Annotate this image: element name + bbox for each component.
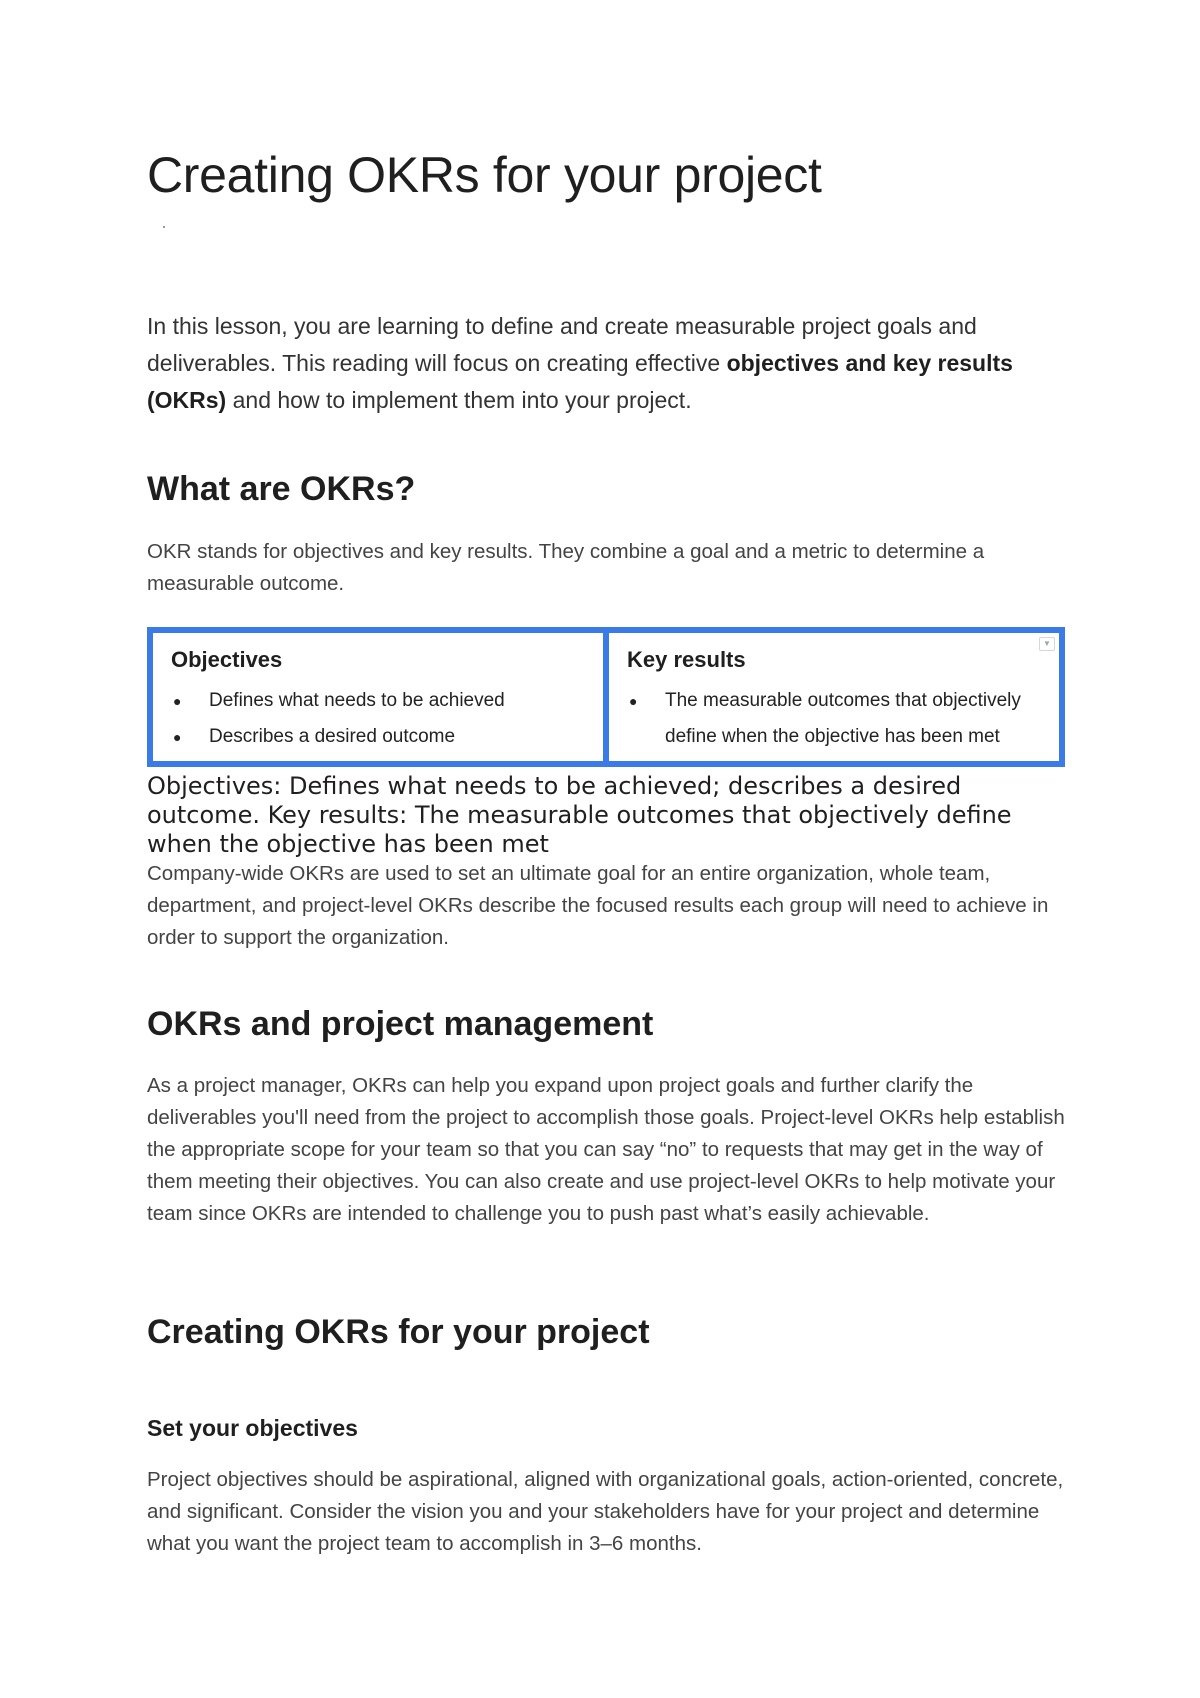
- image-alt-text: Objectives: Defines what needs to be achieved; describes a desired outcome. Key results: The measurable outcomes that objectively define when the objective has been met: [147, 772, 1012, 858]
- heading-what-are-okrs: What are OKRs?: [147, 470, 416, 508]
- company-okrs-paragraph: Company-wide OKRs are used to set an ultimate goal for an entire organization, whole team, department, and project-level OKRs describe the focused results each group will need to achieve in order to support the organization.: [147, 862, 1049, 949]
- list-item: ● The measurable outcomes that objectively define when the objective has been met: [627, 683, 1041, 755]
- key-results-heading: Key results: [627, 647, 746, 672]
- subheading-set-objectives: Set your objectives: [147, 1415, 358, 1441]
- intro-text-start: In this lesson, you are learning to define and create measurable project goals and deliverables. This reading will focus on creating effective: [147, 313, 977, 376]
- heading-creating-okrs: Creating OKRs for your project: [147, 1313, 650, 1351]
- objectives-heading: Objectives: [171, 647, 283, 672]
- title-artifact-dot: [163, 226, 165, 228]
- intro-bold-term: objectives and key results (OKRs): [147, 350, 1013, 413]
- key-results-column: [603, 633, 1059, 761]
- okr-definition-table: [147, 627, 1065, 767]
- what-are-okrs-paragraph: OKR stands for objectives and key results. They combine a goal and a metric to determine a measurable outcome.: [147, 540, 985, 595]
- pm-paragraph: As a project manager, OKRs can help you expand upon project goals and further clarify the deliverables you'll need from the project to accomplish those goals. Project-level OKRs help establish the appropriate scope for your team so that you can say “no” to requests that may get in the way of them meeting their objectives. You can also create and use project-level OKRs to help motivate your team since OKRs are intended to challenge you to push past what’s easily achievable.: [147, 1074, 1065, 1225]
- objectives-column: [153, 633, 603, 761]
- list-item: ● Describes a desired outcome: [171, 719, 585, 755]
- objectives-list: [171, 683, 585, 755]
- list-item: ● Defines what needs to be achieved: [171, 683, 585, 719]
- heading-okrs-project-management: OKRs and project management: [147, 1005, 654, 1043]
- key-results-list: [627, 683, 1041, 755]
- intro-paragraph: [147, 308, 1057, 419]
- dropdown-arrow-icon: ▼: [1039, 637, 1055, 651]
- page-title: Creating OKRs for your project: [147, 147, 822, 203]
- intro-text-end: and how to implement them into your project.: [226, 387, 692, 413]
- set-objectives-paragraph: Project objectives should be aspirational, aligned with organizational goals, action-oriented, concrete, and significant. Consider the vision you and your stakeholders have for your project and determine what you want the project team to accomplish in 3–6 months.: [147, 1468, 1064, 1555]
